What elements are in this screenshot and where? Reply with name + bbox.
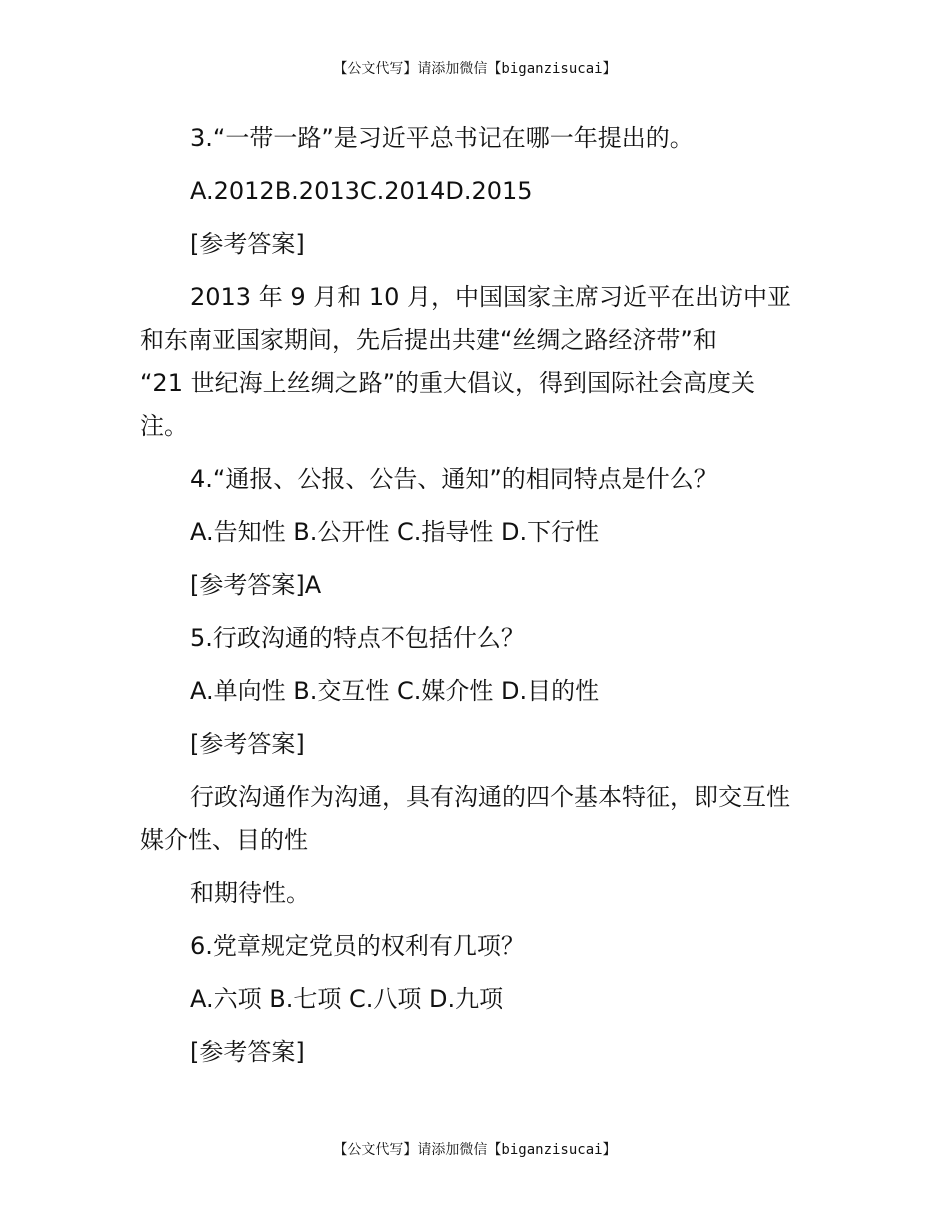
question-3-options: A.2012B.2013C.2014D.2015 <box>190 177 533 205</box>
question-4-options: A.告知性 B.公开性 C.指导性 D.下行性 <box>190 518 600 546</box>
question-4-text: 4.“通报、公报、公告、通知”的相同特点是什么？ <box>190 465 718 493</box>
question-5-explanation-line: 行政沟通作为沟通，具有沟通的四个基本特征，即交互性 <box>190 783 790 811</box>
page-footer: 【公文代写】请添加微信【biganzisucai】 <box>333 1142 617 1158</box>
question-5-options: A.单向性 B.交互性 C.媒介性 D.目的性 <box>190 677 600 705</box>
question-3-text: 3.“一带一路”是习近平总书记在哪一年提出的。 <box>190 124 694 152</box>
page-header: 【公文代写】请添加微信【biganzisucai】 <box>333 61 617 77</box>
question-5-explanation-line: 和期待性。 <box>190 879 310 907</box>
question-5-explanation-line: 媒介性、目的性 <box>140 826 308 854</box>
question-6-options: A.六项 B.七项 C.八项 D.九项 <box>190 985 504 1013</box>
question-3-explanation-line: “21 世纪海上丝绸之路”的重大倡议，得到国际社会高度关 <box>140 369 756 397</box>
question-3-explanation-line: 2013 年 9 月和 10 月，中国国家主席习近平在出访中亚 <box>190 283 792 311</box>
question-5-answer-label: [参考答案] <box>190 730 305 758</box>
question-6-answer-label: [参考答案] <box>190 1038 305 1066</box>
question-3-answer-label: [参考答案] <box>190 230 305 258</box>
question-6-text: 6.党章规定党员的权利有几项？ <box>190 932 525 960</box>
question-3-explanation-line: 和东南亚国家期间，先后提出共建“丝绸之路经济带”和 <box>140 326 717 354</box>
question-5-text: 5.行政沟通的特点不包括什么？ <box>190 624 525 652</box>
question-4-answer-label: [参考答案]A <box>190 571 322 599</box>
question-3-explanation-line: 注。 <box>140 412 188 440</box>
